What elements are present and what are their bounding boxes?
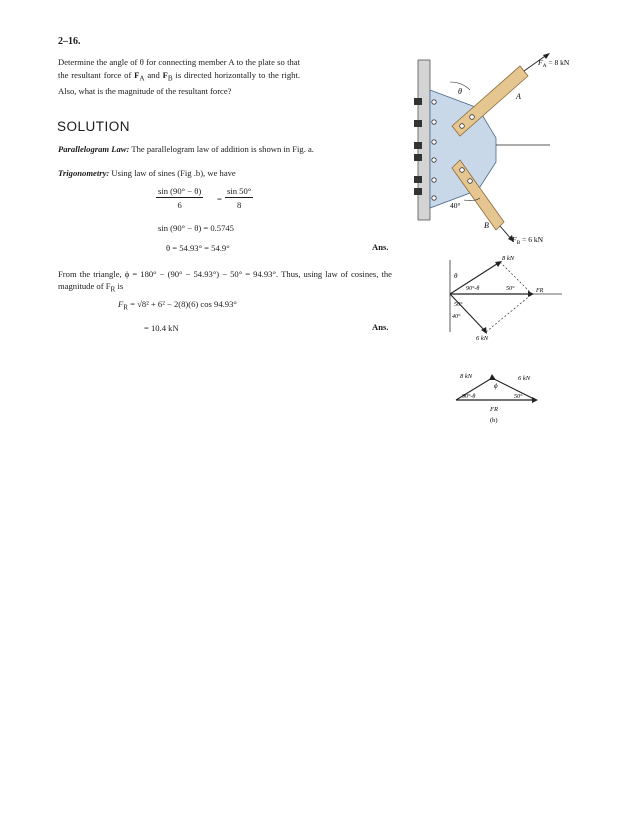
figure-a-parallelogram bbox=[440, 250, 570, 345]
statement-part-1: Determine the angle of θ for connecting member A to the plate so that the resultant force of bbox=[58, 57, 300, 80]
figure-main bbox=[400, 50, 600, 250]
triangle-text-end: is bbox=[115, 281, 124, 291]
fa-subscript: A bbox=[139, 74, 145, 83]
fr-result: = 10.4 kN bbox=[144, 323, 179, 333]
fig-b-arrowhead-8kn bbox=[489, 374, 496, 380]
member-a-bolt-1 bbox=[460, 124, 465, 129]
answer-marker-theta: Ans. bbox=[372, 242, 389, 252]
fig-b-label-8kn: 8 kN bbox=[460, 373, 473, 380]
parallelogram-law-text: The parallelogram law of addition is shown in Fig. a. bbox=[129, 144, 314, 154]
fb-label: $F_B = 6$ kN bbox=[512, 235, 544, 246]
fb-symbol: F bbox=[162, 69, 168, 80]
angle-40-label: 40° bbox=[450, 201, 461, 210]
fig-a-label-40: 40° bbox=[452, 314, 461, 320]
fig-a-label-50: 50° bbox=[506, 286, 515, 292]
fr-equals: = bbox=[128, 299, 138, 309]
statement-part-2: is directed horizontally to the right. Also, what is the magnitude of the resultant force? bbox=[58, 69, 300, 96]
fig-a-dashed-lower bbox=[486, 294, 532, 332]
sines-left-denominator: 6 bbox=[177, 200, 182, 210]
equation-theta-result: θ = 54.93° = 54.9° bbox=[166, 243, 230, 253]
figure-b-triangle bbox=[446, 368, 556, 430]
fr-expression: √8² + 6² − 2(8)(6) cos 94.93° bbox=[137, 299, 237, 309]
member-b-bolt-2 bbox=[468, 179, 473, 184]
solution-heading: SOLUTION bbox=[57, 119, 131, 134]
fig-b-label-6kn: 6 kN bbox=[518, 375, 531, 382]
sines-fraction-left bbox=[156, 186, 203, 210]
parallelogram-law-line bbox=[58, 143, 314, 155]
fig-b-label-50: 50° bbox=[514, 394, 523, 400]
sines-left-numerator: sin (90° − θ) bbox=[158, 186, 202, 196]
statement-and: and bbox=[144, 69, 163, 80]
fig-b-label-phi: ϕ bbox=[494, 382, 498, 390]
fig-b-label-fr: FR bbox=[490, 406, 498, 413]
triangle-text: From the triangle, ϕ = 180° − (90° − 54.93°) − 50° = 94.93°. Thus, using law of cosines, the magnitude of F bbox=[58, 269, 392, 291]
sines-right-denominator: 8 bbox=[236, 200, 242, 210]
problem-number: 2–16. bbox=[58, 36, 81, 47]
fig-b-label-90-theta: 90°-θ bbox=[462, 394, 476, 400]
triangle-fr-sub: R bbox=[110, 285, 116, 294]
equation-sin-value: sin (90° − θ) = 0.5745 bbox=[158, 223, 234, 233]
fig-a-label-6kn: 6 kN bbox=[476, 335, 489, 342]
member-b-bolt-1 bbox=[460, 168, 465, 173]
fig-a-label-theta: θ bbox=[454, 272, 458, 280]
wall bbox=[418, 60, 430, 220]
theta-label: θ bbox=[458, 87, 462, 96]
member-a-label: A bbox=[516, 92, 521, 101]
sines-right-numerator: sin 50° bbox=[227, 186, 252, 196]
fig-a-arrowhead-resultant bbox=[528, 291, 534, 297]
fig-a-vector-6kn bbox=[450, 294, 486, 332]
fr-symbol: F bbox=[118, 299, 124, 309]
member-b-label: B bbox=[484, 221, 489, 230]
parallelogram-law-label: Parallelogram Law: bbox=[58, 144, 130, 154]
triangle-paragraph bbox=[58, 268, 392, 296]
trigonometry-label: Trigonometry: bbox=[58, 168, 110, 178]
fa-symbol: F bbox=[134, 69, 140, 80]
member-a-bolt-2 bbox=[470, 115, 475, 120]
fig-a-label-fr: FR bbox=[536, 288, 544, 294]
trigonometry-line bbox=[58, 167, 236, 179]
fig-a-label-90-theta: 90°-θ bbox=[466, 286, 480, 292]
fa-label: $F_A = 8$ kN bbox=[538, 58, 570, 69]
sines-equals: = bbox=[217, 194, 222, 204]
fig-a-dashed-upper bbox=[500, 262, 532, 294]
fb-subscript: B bbox=[167, 74, 173, 83]
sines-fraction-right bbox=[225, 186, 253, 210]
problem-statement bbox=[58, 56, 300, 98]
answer-marker-fr: Ans. bbox=[372, 322, 389, 332]
trigonometry-text: Using law of sines (Fig .b), we have bbox=[109, 168, 236, 178]
fr-equation bbox=[118, 298, 237, 314]
fig-a-label-50b: 50° bbox=[454, 302, 463, 308]
fig-b-caption: (b) bbox=[490, 417, 498, 424]
fig-a-label-8kn: 8 kN bbox=[502, 255, 515, 262]
fr-subscript: R bbox=[123, 303, 129, 312]
